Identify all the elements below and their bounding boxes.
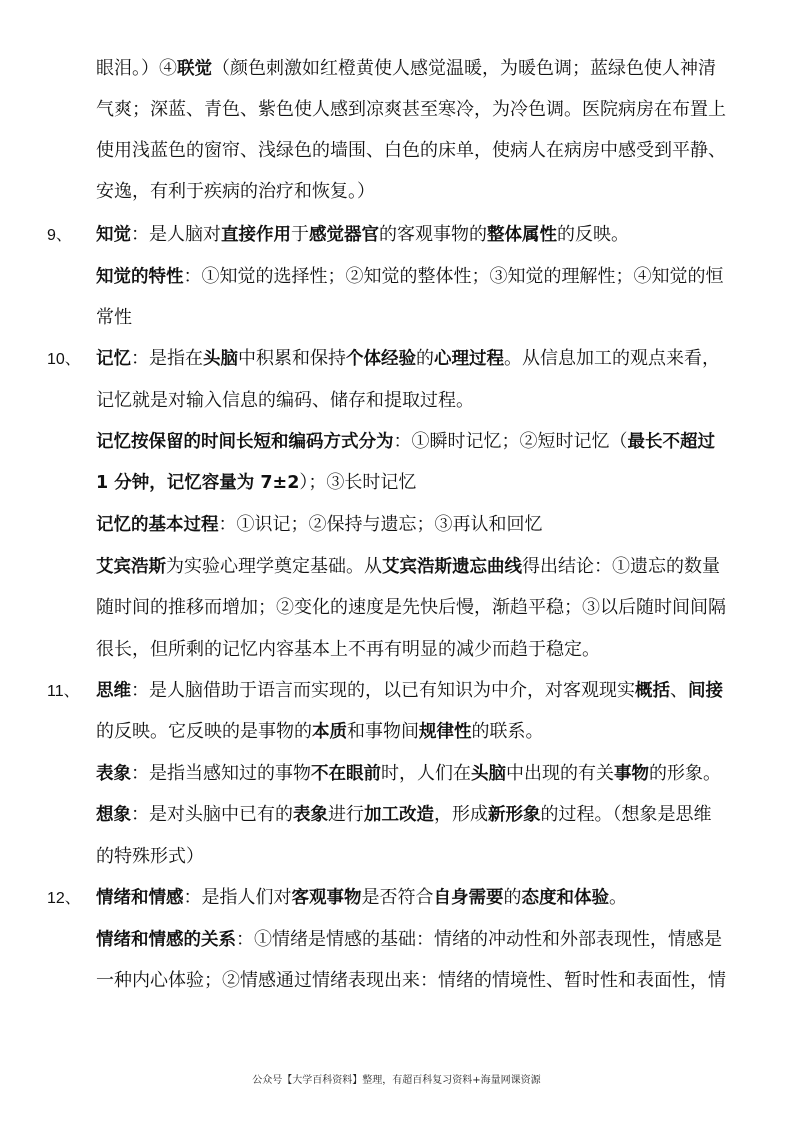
text-line: 知觉的特性：①知觉的选择性；②知觉的整体性；③知觉的理解性；④知觉的恒 [96,266,724,287]
item-number: 12、 [47,890,81,907]
text-line: 1 分钟，记忆容量为 7±2）；③长时记忆 [96,472,417,493]
text-line: 记忆：是指在头脑中积累和保持个体经验的心理过程。从信息加工的观点来看， [96,348,720,369]
text-line: 表象：是指当感知过的事物不在眼前时，人们在头脑中出现的有关事物的形象。 [96,763,721,784]
text-line: 知觉：是人脑对直接作用于感觉器官的客观事物的整体属性的反映。 [96,224,629,245]
text-line: 随时间的推移而增加；②变化的速度是先快后慢，渐趋平稳；③以后随时间间隔 [96,597,726,618]
text-line: 想象：是对头脑中已有的表象进行加工改造，形成新形象的过程。（想象是思维 [96,804,712,825]
text-line: 眼泪。）④联觉（颜色刺激如红橙黄使人感觉温暖，为暖色调；蓝绿色使人神清 [96,58,716,79]
text-line: 的反映。它反映的是事物的本质和事物间规律性的联系。 [96,721,544,742]
text-line: 情绪和情感的关系：①情绪是情感的基础：情绪的冲动性和外部表现性，情感是 [96,929,722,950]
text-line: 常性 [96,307,132,328]
text-line: 很长，但所剩的记忆内容基本上不再有明显的减少而趋于稳定。 [96,639,600,660]
page-footer: 公众号【大学百科资料】整理，有超百科复习资料+海量网课资源 [252,1075,541,1086]
text-line: 记忆就是对输入信息的编码、储存和提取过程。 [96,390,474,411]
item-number: 10、 [47,351,81,368]
text-line: 使用浅蓝色的窗帘、浅绿色的墙围、白色的床单，使病人在病房中感受到平静、 [96,140,726,161]
text-line: 一种内心体验；②情感通过情绪表现出来：情绪的情境性、暂时性和表面性，情 [96,970,726,991]
text-line: 情绪和情感：是指人们对客观事物是否符合自身需要的态度和体验。 [96,887,627,908]
item-number: 9、 [47,227,72,244]
text-line: 的特殊形式） [96,846,204,867]
text-line: 记忆的基本过程：①识记；②保持与遗忘；③再认和回忆 [96,514,543,535]
text-line: 思维：是人脑借助于语言而实现的，以已有知识为中介，对客观现实概括、间接 [96,680,723,701]
text-line: 艾宾浩斯为实验心理学奠定基础。从艾宾浩斯遗忘曲线得出结论：①遗忘的数量 [96,556,720,577]
text-line: 气爽；深蓝、青色、紫色使人感到凉爽甚至寒冷，为冷色调。医院病房在布置上 [96,99,726,120]
item-number: 11、 [47,683,80,700]
text-line: 记忆按保留的时间长短和编码方式分为：①瞬时记忆；②短时记忆（最长不超过 [96,431,715,452]
text-line: 安逸，有利于疾病的治疗和恢复。） [96,181,375,202]
